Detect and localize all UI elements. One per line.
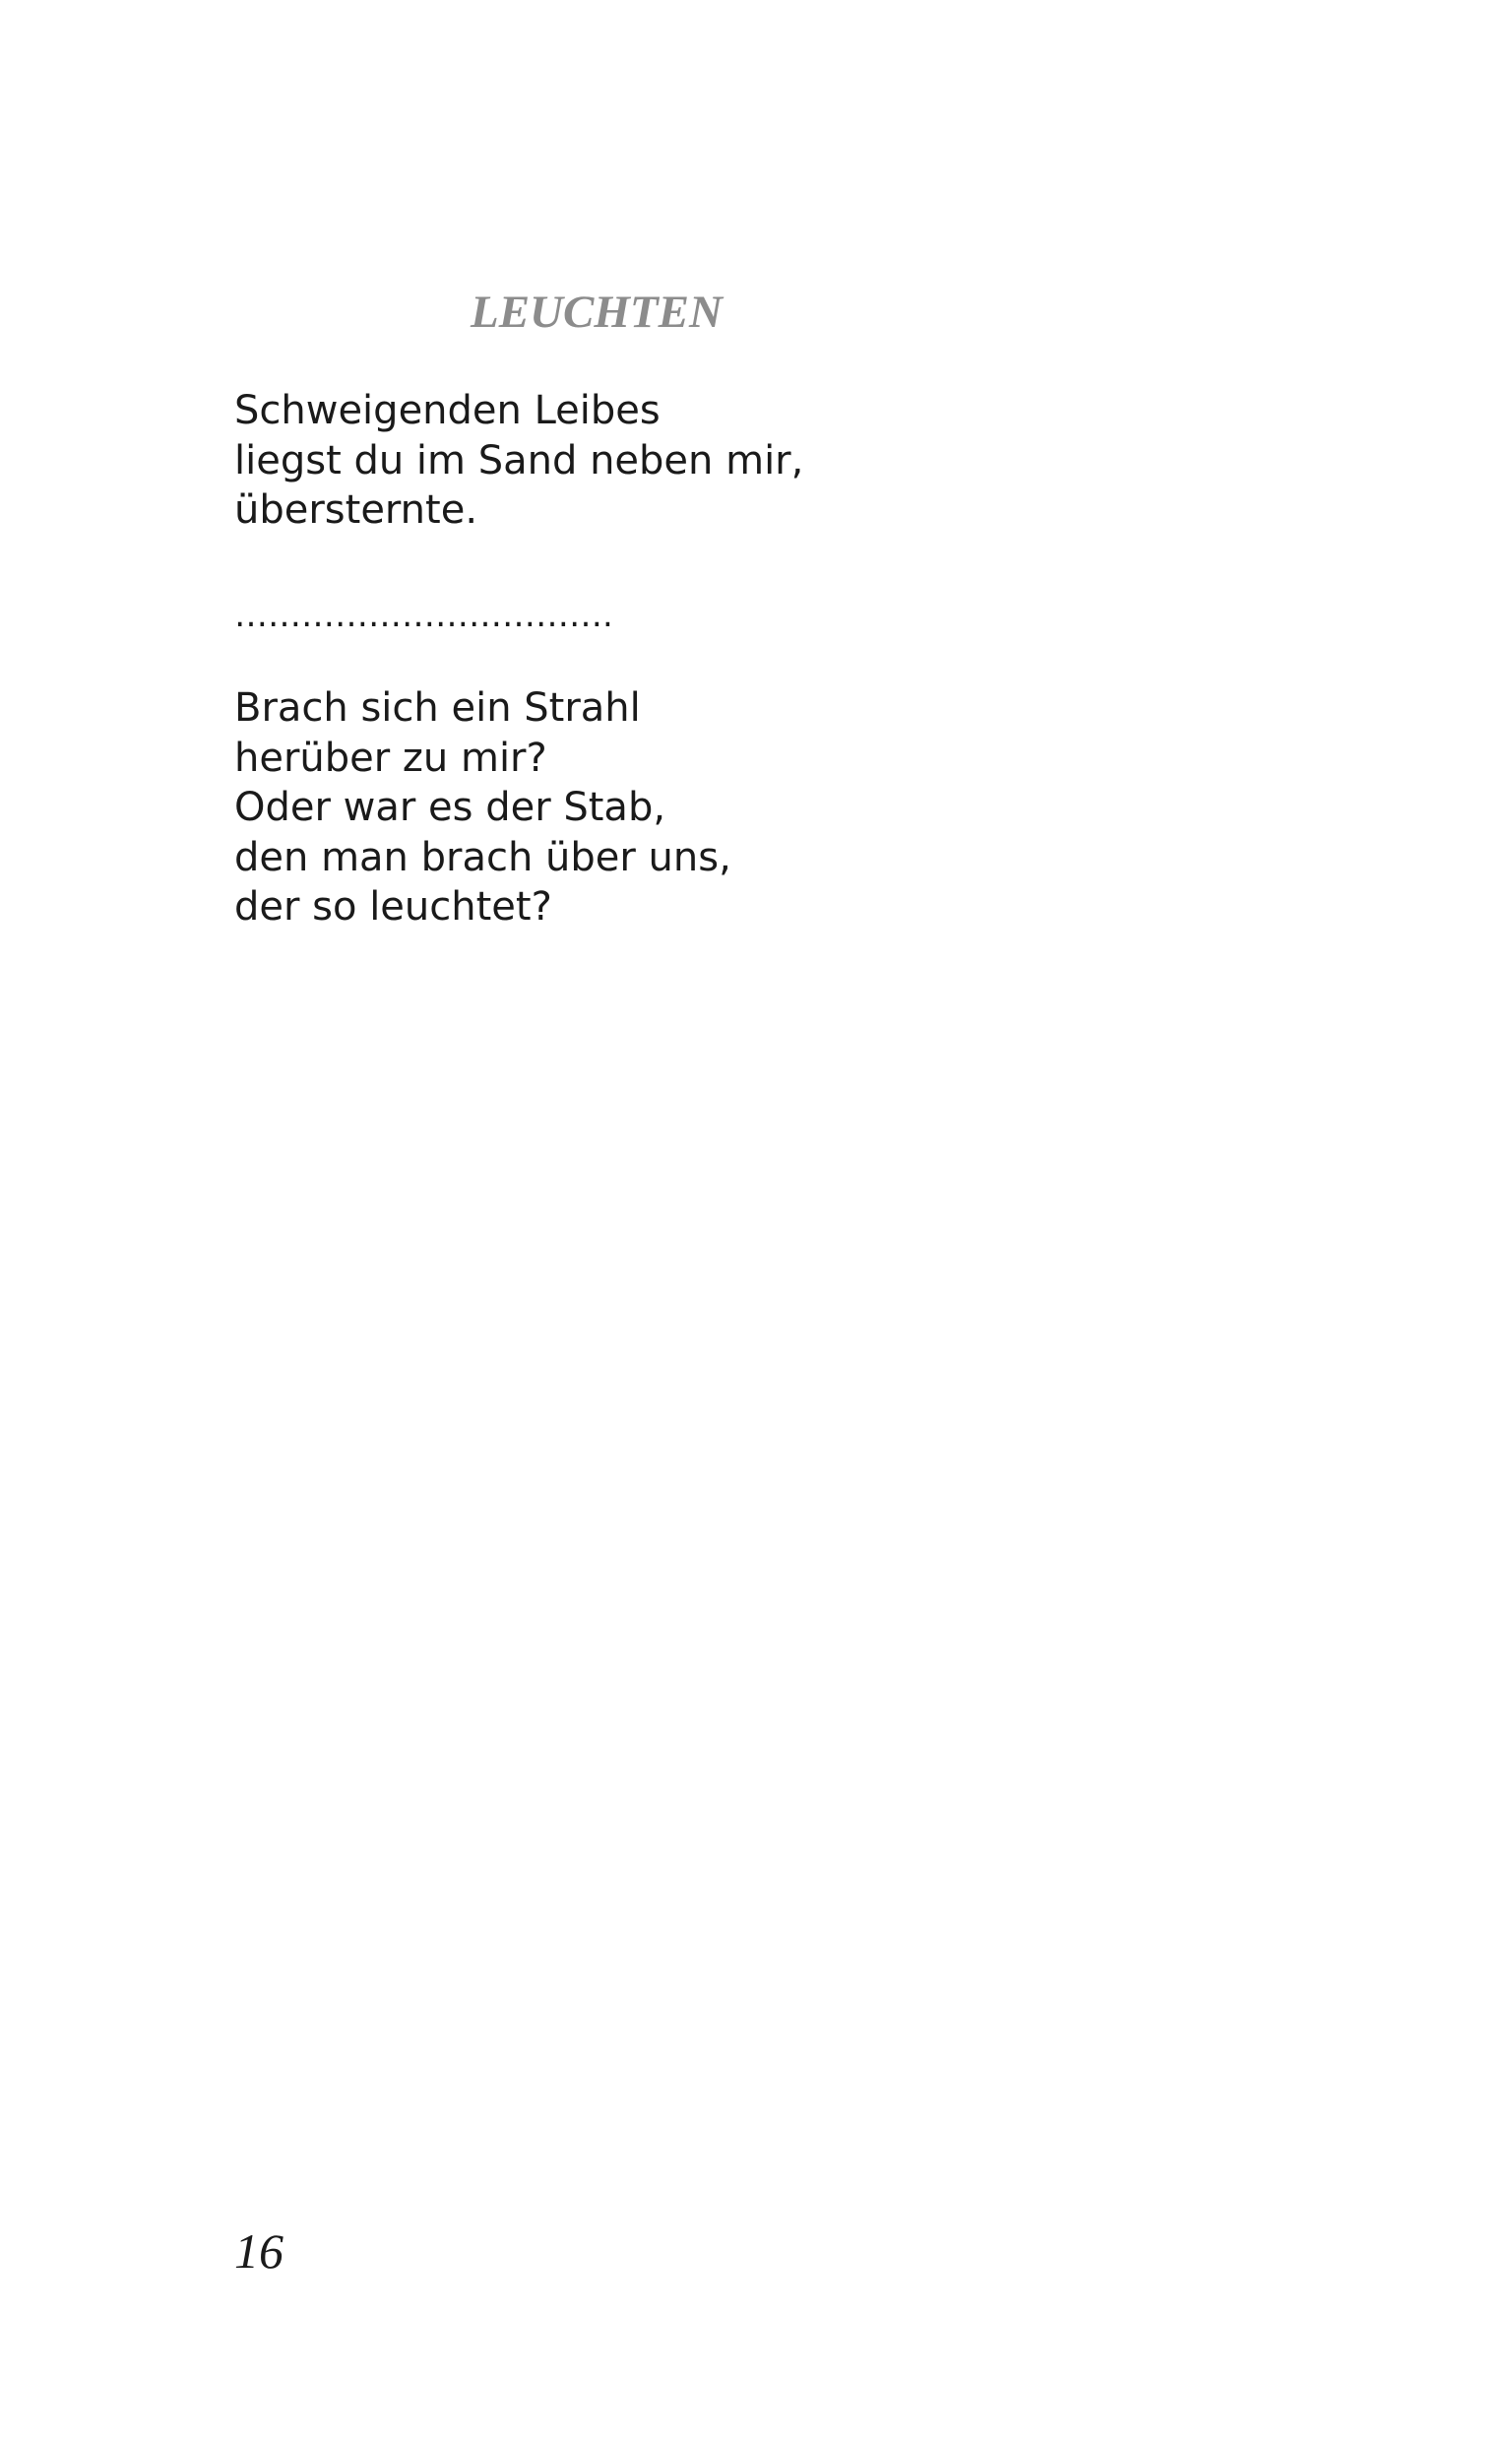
poem-line: Oder war es der Stab, bbox=[234, 785, 666, 830]
poem-line: Schweigenden Leibes bbox=[234, 388, 661, 433]
stanza-separator: ……………………………. bbox=[234, 596, 613, 635]
poem-title: LEUCHTEN bbox=[471, 287, 723, 338]
stanza-2 bbox=[234, 683, 731, 932]
poem-line: herüber zu mir? bbox=[234, 735, 547, 781]
poem-line: liegst du im Sand neben mir, bbox=[234, 437, 804, 483]
poem-line: der so leuchtet? bbox=[234, 884, 552, 930]
poem-line: den man brach über uns, bbox=[234, 834, 731, 880]
stanza-1 bbox=[234, 386, 803, 536]
poem-line: Brach sich ein Strahl bbox=[234, 685, 641, 731]
poem-line: übersternte. bbox=[234, 487, 478, 533]
page-number: 16 bbox=[234, 2223, 284, 2279]
